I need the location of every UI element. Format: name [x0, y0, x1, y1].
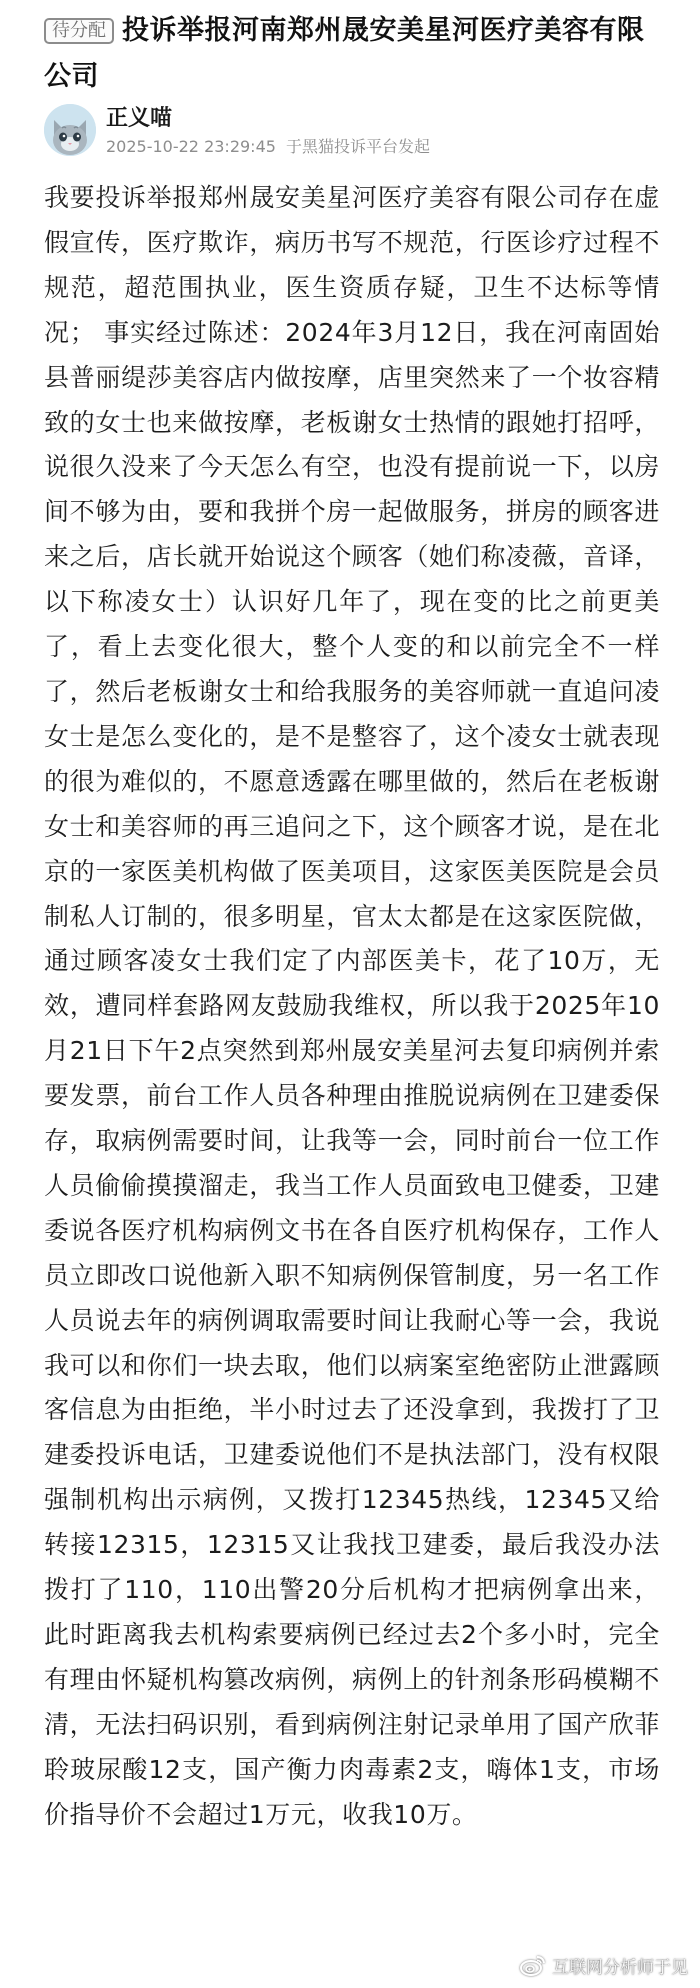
complaint-header — [44, 8, 664, 92]
weibo-logo-icon — [520, 1954, 546, 1976]
author-meta — [106, 137, 430, 157]
complaint-title: 投诉举报河南郑州晟安美星河医疗美容有限公司 — [44, 15, 645, 92]
post-timestamp: 2025-10-22 23:29:45 — [106, 137, 276, 156]
complaint-body: 我要投诉举报郑州晟安美星河医疗美容有限公司存在虚假宣传，医疗欺诈，病历书写不规范，行医诊疗过程不规范，超范围执业，医生资质存疑，卫生不达标等情况； 事实经过陈述：2024年3月12日，我在河南固始县普丽缇莎美容店内做按摩，店里突然来了一个妆容精致的女士也来做按摩，老板谢女士热情的跟她打招呼，说很久没来了今天怎么有空，也没有提前说一下，以房间不够为由，要和我拼个房一起做服务，拼房的顾客进来之后，店长就开始说这个顾客（她们称凌薇，音译，以下称凌女士）认识好几年了，现在变的比之前更美了，看上去变化很大，整个人变的和以前完全不一样了，然后老板谢女士和给我服务的美容师就一直追问凌女士是怎么变化的，是不是整容了，这个凌女士就表现的很为难似的，不愿意透露在哪里做的，然后在老板谢女士和美容师的再三追问之下，这个顾客才说，是在北京的一家医美机构做了医美项目，这家医美医院是会员制私人订制的，很多明星，官太太都是在这家医院做，通过顾客凌女士我们定了内部医美卡，花了10万，无效，遭同样套路网友鼓励我维权，所以我于2025年10月21日下午2点突然到郑州晟安美星河去复印病例并索要发票，前台工作人员各种理由推脱说病例在卫建委保存，取病例需要时间，让我等一会，同时前台一位工作人员偷偷摸摸溜走，我当工作人员面致电卫健委，卫建委说各医疗机构病例文书在各自医疗机构保存，工作人员立即改口说他新入职不知病例保管制度，另一名工作人员说去年的病例调取需要时间让我耐心等一会，我说我可以和你们一块去取，他们以病案室绝密防止泄露顾客信息为由拒绝，半小时过去了还没拿到，我拨打了卫建委投诉电话，卫建委说他们不是执法部门，没有权限强制机构出示病例，又拨打12345热线，12345又给转接12315，12315又让我找卫建委，最后我没办法拨打了110，110出警20分后机构才把病例拿出来，此时距离我去机构索要病例已经过去2个多小时，完全有理由怀疑机构篡改病例，病例上的针剂条形码模糊不清，无法扫码识别，看到病例注射记录单用了国产欣菲聆玻尿酸12支，国产衡力肉毒素2支，嗨体1支，市场价指导价不会超过1万元，收我10万。 — [44, 183, 660, 1829]
watermark-text: 互联网分析师于见 — [552, 1957, 688, 1978]
post-source: 于黑猫投诉平台发起 — [285, 137, 430, 156]
author-row — [44, 104, 664, 166]
status-badge: 待分配 — [44, 18, 114, 44]
author-name[interactable]: 正义喵 — [106, 106, 173, 131]
cat-avatar-svg — [44, 104, 96, 156]
cat-avatar-icon[interactable] — [44, 104, 96, 156]
watermark — [520, 1950, 688, 1980]
